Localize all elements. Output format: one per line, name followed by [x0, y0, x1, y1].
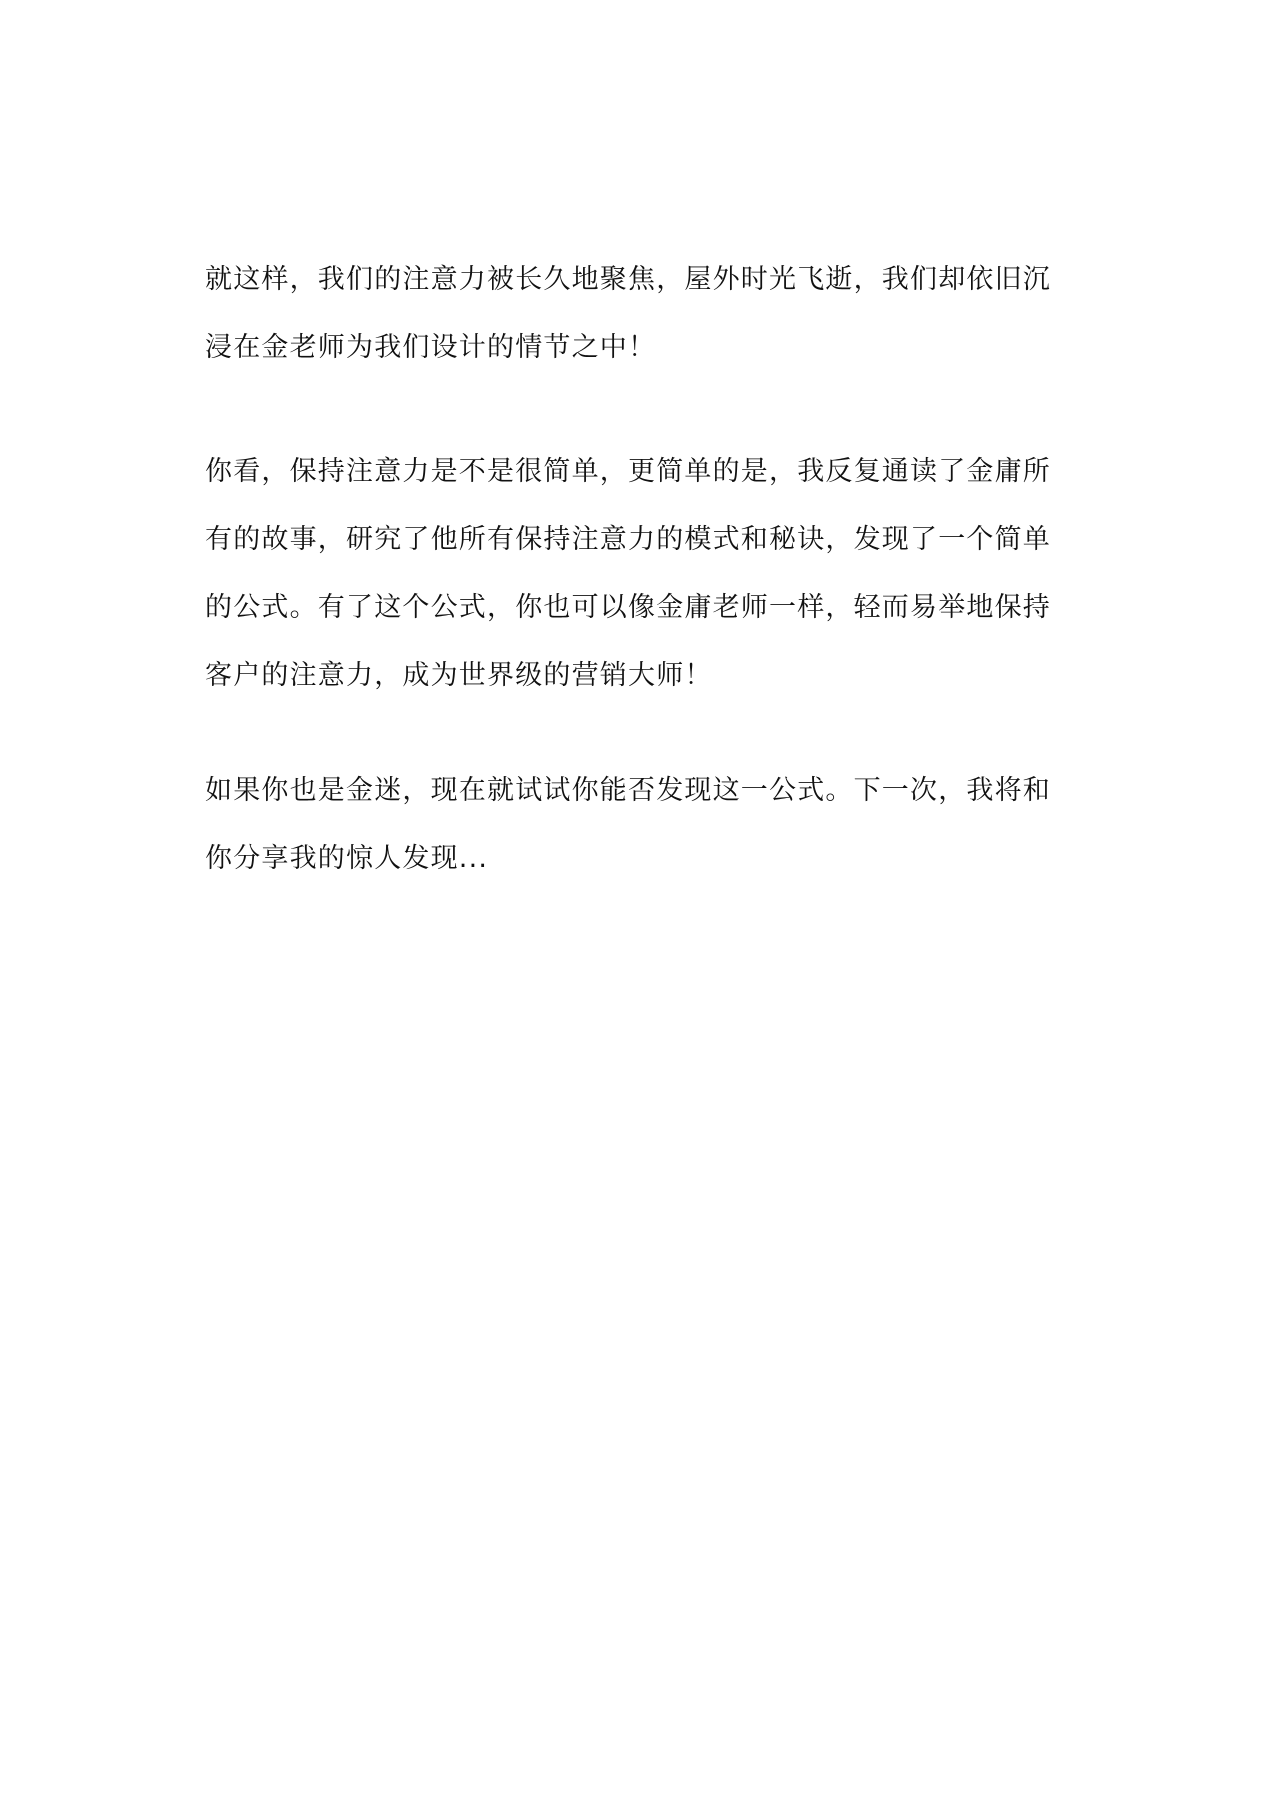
paragraph-2	[205, 438, 1105, 710]
paragraph-line: 的公式。有了这个公式，你也可以像金庸老师一样，轻而易举地保持	[205, 592, 1051, 623]
paragraph-line: 有的故事，研究了他所有保持注意力的模式和秘诀，发现了一个简单	[205, 524, 1051, 555]
paragraph-line: 浸在金老师为我们设计的情节之中！	[205, 332, 657, 363]
paragraph-line: 就这样，我们的注意力被长久地聚焦，屋外时光飞逝，我们却依旧沉	[205, 264, 1051, 295]
paragraph-line: 你看，保持注意力是不是很简单，更简单的是，我反复通读了金庸所	[205, 456, 1051, 487]
paragraph-line: 客户的注意力，成为世界级的营销大师！	[205, 660, 713, 691]
paragraph-line: 你分享我的惊人发现...	[205, 843, 489, 874]
paragraph-1	[205, 246, 1105, 382]
paragraph-line: 如果你也是金迷，现在就试试你能否发现这一公式。下一次，我将和	[205, 775, 1051, 806]
paragraph-3	[205, 757, 1105, 893]
